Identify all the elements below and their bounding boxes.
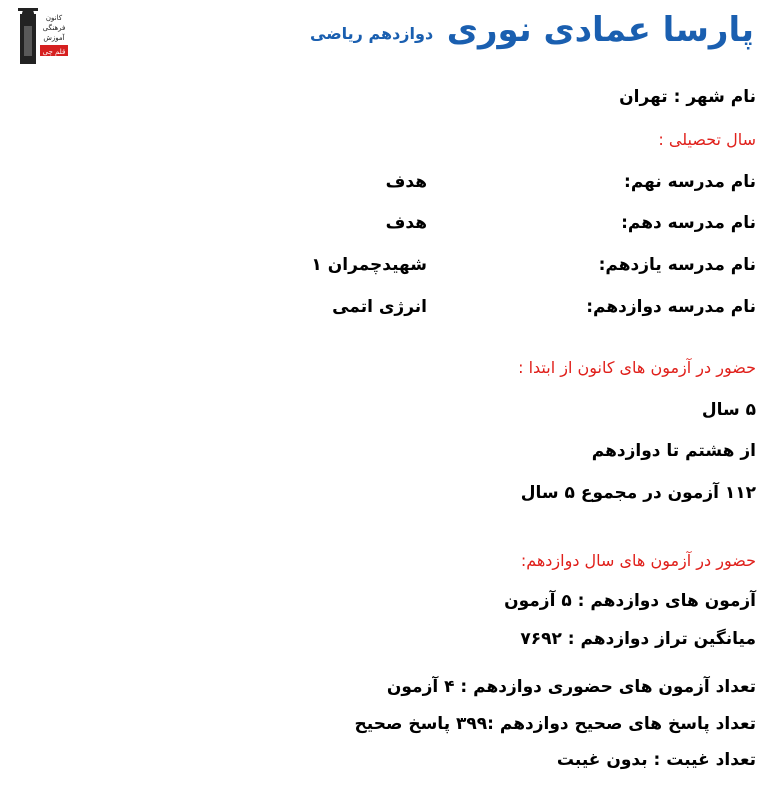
grade12-section-label: حضور در آزمون های سال دوازدهم: <box>520 551 756 570</box>
logo-text-2: فرهنگی <box>42 24 66 32</box>
logo-text-1: کانون <box>45 14 63 22</box>
logo-text-3: آموزش <box>43 34 65 42</box>
school-12-value: انرژی اتمی <box>332 297 427 317</box>
grade12-average-level: میانگین تراز دوازدهم : ۷۶۹۲ <box>520 629 756 649</box>
logo-text-4: قلم چی <box>42 48 66 56</box>
student-name: پارسا عمادی نوری <box>446 10 754 50</box>
grade12-exam-count: آزمون های دوازدهم : ۵ آزمون <box>504 591 756 611</box>
kanoon-logo <box>14 6 70 68</box>
kanoon-line-total: ۱۱۲ آزمون در مجموع ۵ سال <box>520 483 756 503</box>
grade12-correct-answers: تعداد پاسخ های صحیح دوازدهم :۳۹۹ پاسخ صحیح <box>354 714 756 734</box>
school-9-label: نام مدرسه نهم: <box>624 172 756 192</box>
kanoon-line-range: از هشتم تا دوازدهم <box>591 441 756 461</box>
city-line: نام شهر : تهران <box>619 87 756 107</box>
kanoon-section-label: حضور در آزمون های کانون از ابتدا : <box>518 358 756 377</box>
grade12-absence: تعداد غیبت : بدون غیبت <box>556 750 756 770</box>
school-11-value: شهیدچمران ۱ <box>311 255 427 275</box>
school-10-value: هدف <box>385 213 427 233</box>
school-9-value: هدف <box>385 172 427 192</box>
grade12-attended-count: تعداد آزمون های حضوری دوازدهم : ۴ آزمون <box>386 677 756 697</box>
school-11-label: نام مدرسه یازدهم: <box>598 255 756 275</box>
school-12-label: نام مدرسه دوازدهم: <box>586 297 756 317</box>
kanoon-line-years: ۵ سال <box>701 400 756 420</box>
grade-label: دوازدهم ریاضی <box>310 24 434 43</box>
school-10-label: نام مدرسه دهم: <box>621 213 756 233</box>
academic-section-label: سال تحصیلی : <box>658 130 756 149</box>
